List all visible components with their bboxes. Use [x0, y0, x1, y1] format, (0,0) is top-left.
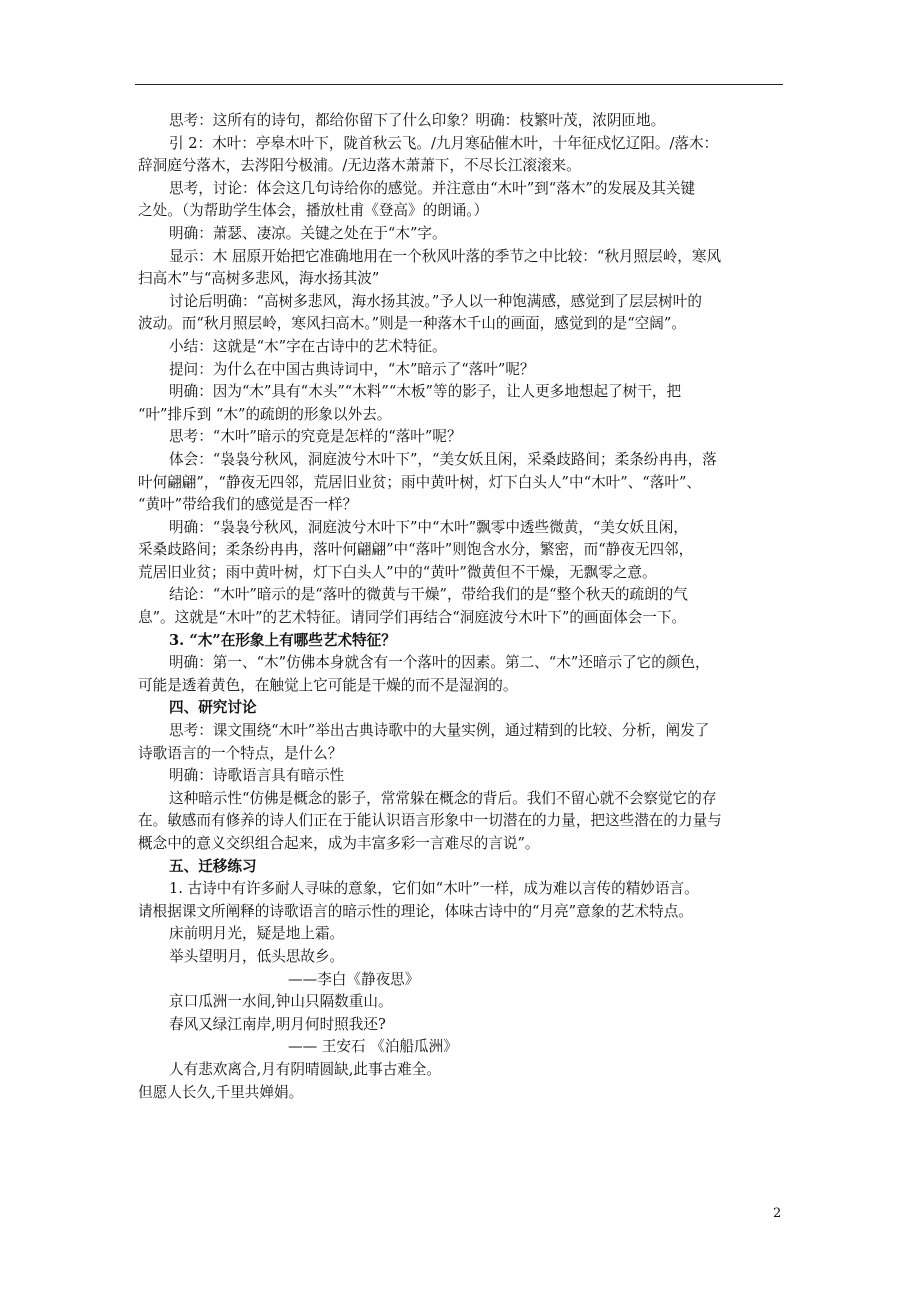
text-line: 五、迁移练习: [169, 857, 257, 875]
text-line: 结论：“木叶”暗示的是“落叶的微黄与干燥”，带给我们的是“整个秋天的疏朗的气: [169, 586, 688, 604]
text-line: 可能是透着黄色，在触觉上它可能是干燥的而不是湿润的。: [138, 676, 518, 694]
text-line: 讨论后明确：“高树多悲风，海水扬其波。”予人以一种饱满感，感觉到了层层树叶的: [169, 292, 702, 310]
text-line: 在。敏感而有修养的诗人们正在于能认识语言形象中一切潜在的力量，把这些潜在的力量与: [138, 812, 722, 830]
text-line: “叶”排斥到 “木”的疏朗的形象以外去。: [138, 405, 392, 423]
text-line: 波动。而“秋月照层岭，寒风扫高木。”则是一种落木千山的画面，感觉到的是“空阔”。: [138, 315, 686, 333]
text-line: 这种暗示性“仿佛是概念的影子，常常躲在概念的背后。我们不留心就不会察觉它的存: [169, 789, 717, 807]
text-line: 辞洞庭兮落木，去涔阳兮极浦。/无边落木萧萧下，不尽长江滚滚来。: [138, 157, 581, 175]
text-line: 四、研究讨论: [169, 699, 257, 717]
header-rule: [135, 84, 783, 85]
text-line: 京口瓜洲一水间,钟山只隔数重山。: [169, 993, 393, 1011]
text-line: 提问：为什么在中国古典诗词中，“木”暗示了“落叶”呢？: [169, 360, 535, 378]
text-line: ——李白《静夜思》: [288, 970, 420, 988]
text-line: 显示：木 屈原开始把它准确地用在一个秋风叶落的季节之中比较：“秋月照层岭，寒风: [169, 247, 722, 265]
text-line: 概念中的意义交织组合起来，成为丰富多彩一言难尽的言说”。: [138, 835, 540, 852]
text-line: 小结：这就是“木”字在古诗中的艺术特征。: [169, 337, 447, 355]
text-line: 扫高木”与“高树多悲风，海水扬其波”: [138, 270, 380, 288]
text-line: 采桑歧路间；柔条纷冉冉，落叶何翩翩”中“落叶”则饱含水分，繁密，而“静夜无四邻，: [138, 541, 694, 559]
text-line: 床前明月光，疑是地上霜。: [169, 925, 345, 943]
text-line: 息”。这就是“木叶”的艺术特征。请同学们再结合“洞庭波兮木叶下”的画面体会一下。: [138, 609, 687, 627]
text-line: 春风又绿江南岸,明月何时照我还?: [169, 1015, 386, 1033]
text-line: 思考：“木叶”暗示的究竟是怎样的“落叶”呢？: [169, 428, 462, 446]
text-line: 举头望明月，低头思故乡。: [169, 947, 345, 965]
text-line: 诗歌语言的一个特点，是什么？: [138, 744, 343, 762]
text-line: “黄叶”带给我们的感觉是否一样？: [138, 496, 358, 514]
document-body: [138, 110, 783, 1104]
text-line: 请根据课文所阐释的诗歌语言的暗示性的理论，体味古诗中的“月亮”意象的艺术特点。: [138, 902, 693, 920]
text-line: —— 王安石 《泊船瓜洲》: [288, 1038, 458, 1056]
text-line: 思考：这所有的诗句，都给你留下了什么印象？明确：枝繁叶茂，浓阴匝地。: [169, 112, 666, 129]
text-line: 但愿人长久,千里共婵娟。: [138, 1083, 304, 1101]
text-line: 荒居旧业贫；雨中黄叶树，灯下白头人”中的“黄叶”微黄但不干燥，无飘零之意。: [138, 563, 657, 581]
text-line: 思考：课文围绕“木叶”举出古典诗歌中的大量实例，通过精到的比较、分析，阐发了: [169, 722, 710, 740]
text-line: 引 2：木叶：亭皋木叶下，陇首秋云飞。/九月寒砧催木叶，十年征戍忆辽阳。/落木：: [169, 134, 719, 152]
text-line: 1. 古诗中有许多耐人寻味的意象，它们如“木叶”一样，成为难以言传的精妙语言。: [169, 880, 699, 898]
text-line: 体会：“袅袅兮秋风，洞庭波兮木叶下”，“美女妖且闲，采桑歧路间；柔条纷冉冉，落: [169, 450, 717, 468]
text-line: 明确：第一、“木”仿佛本身就含有一个落叶的因素。第二、“木”还暗示了它的颜色，: [169, 654, 710, 672]
text-line: 叶何翩翩”，“静夜无四邻，荒居旧业贫；雨中黄叶树，灯下白头人”中“木叶”、“落叶”、: [138, 473, 702, 491]
text-line: 明确：因为“木”具有“木头”“木料”“木板”等的影子，让人更多地想起了树干，把: [169, 383, 682, 401]
text-line: 明确：“袅袅兮秋风，洞庭波兮木叶下”中“木叶”飘零中透些微黄，“美女妖且闲，: [169, 518, 688, 536]
page-number: 2: [773, 1206, 782, 1221]
text-line: 思考，讨论：体会这几句诗给你的感觉。并注意由“木叶”到“落木”的发展及其关键: [169, 179, 696, 197]
text-line: 3. “木”在形象上有哪些艺术特征？: [169, 631, 396, 649]
text-line: 明确：诗歌语言具有暗示性: [169, 767, 345, 785]
text-line: 明确：萧瑟、凄凉。关键之处在于“木”字。: [169, 224, 447, 242]
text-line: 之处。（为帮助学生体会，播放杜甫《登高》的朗诵。）: [138, 202, 489, 220]
text-line: 人有悲欢离合,月有阴晴圆缺,此事古难全。: [169, 1060, 441, 1078]
